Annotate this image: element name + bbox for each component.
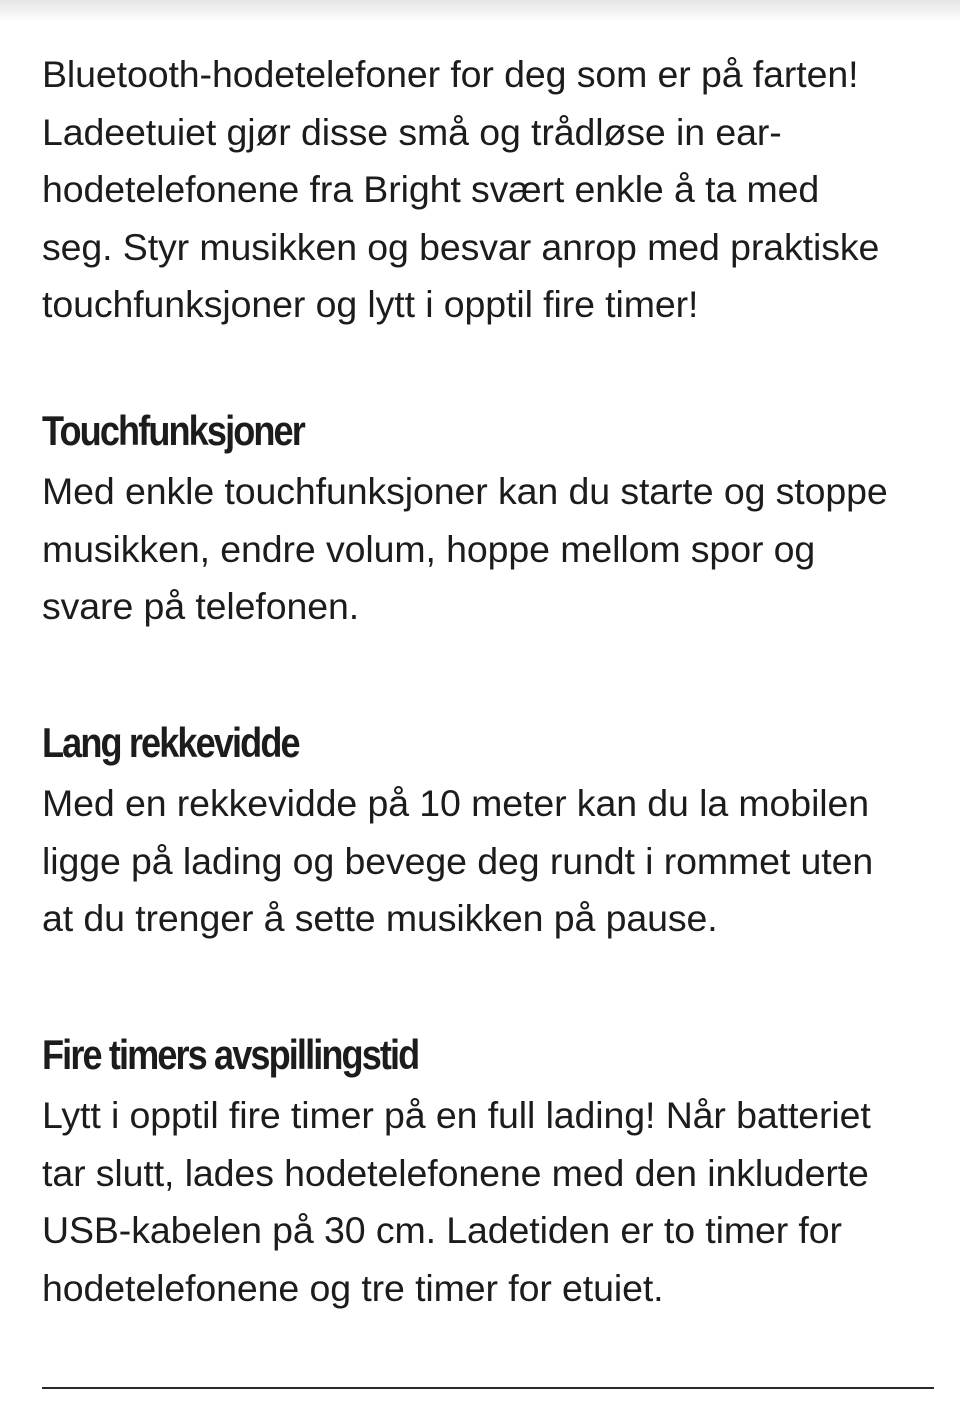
top-bar-shadow xyxy=(0,0,960,22)
section-body xyxy=(42,775,873,948)
body-line: svare på telefonen. xyxy=(42,585,360,627)
intro-line: seg. Styr musikken og besvar anrop med praktiske xyxy=(42,225,880,268)
intro-line: hodetelefonene fra Bright svært enkle å ta med xyxy=(42,168,820,210)
intro-line: touchfunksjoner og lytt i opptil fire timer! xyxy=(42,283,699,325)
body-line: tar slutt, lades hodetelefonene med den inkluderte xyxy=(42,1151,869,1194)
body-line: USB-kabelen på 30 cm. Ladetiden er to timer for xyxy=(42,1209,842,1251)
section-heading: Fire timers avspillingstid xyxy=(42,1031,419,1078)
body-line: Med enkle touchfunksjoner kan du starte og stoppe xyxy=(42,470,888,512)
product-description xyxy=(42,46,942,1309)
body-line: ligge på lading og bevege deg rundt i rommet uten xyxy=(42,839,874,882)
body-line: musikken, endre volum, hoppe mellom spor og xyxy=(42,527,816,570)
section-long-range xyxy=(42,713,873,948)
section-body xyxy=(42,1087,871,1317)
section-heading: Lang rekkevidde xyxy=(42,719,299,766)
intro-line: Bluetooth-hodetelefoner for deg som er på farten! xyxy=(42,53,859,95)
section-body xyxy=(42,463,888,636)
body-line: hodetelefonene og tre timer for etuiet. xyxy=(42,1266,664,1309)
body-line: Med en rekkevidde på 10 meter kan du la mobilen xyxy=(42,782,870,824)
section-heading: Touchfunksjoner xyxy=(42,407,304,454)
section-touch-functions xyxy=(42,401,888,636)
intro-paragraph xyxy=(42,46,942,334)
intro-line: Ladeetuiet gjør disse små og trådløse in ear- xyxy=(42,110,782,153)
body-line: at du trenger å sette musikken på pause. xyxy=(42,897,718,939)
bottom-divider xyxy=(42,1387,934,1389)
body-line: Lytt i opptil fire timer på en full lading! Når batteriet xyxy=(42,1094,871,1136)
section-playtime xyxy=(42,1025,871,1317)
